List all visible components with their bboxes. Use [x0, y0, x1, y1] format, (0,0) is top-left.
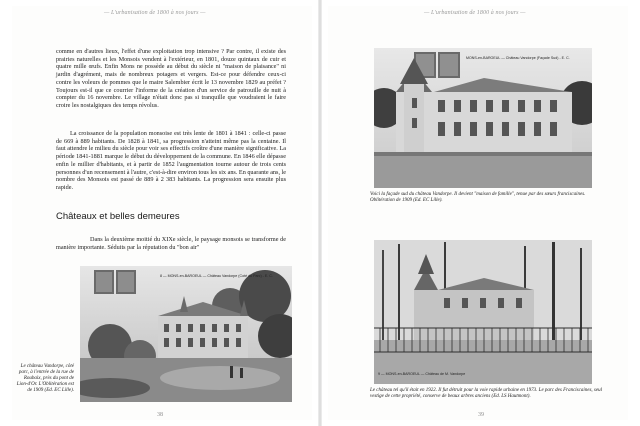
postcard-photo-chateau-south — [374, 48, 592, 188]
book-gutter — [318, 0, 322, 426]
section-heading: Châteaux et belles demeures — [56, 211, 180, 222]
paragraph: Dans la deuxième moitié du XIXe siècle, le paysage monsois se transforme de manière importante. Séduits par la réputation du "bon air" — [56, 236, 286, 251]
chateau-park-illustration — [80, 266, 292, 402]
postcard-photo-chateau-winter — [374, 240, 592, 384]
photo-caption: Le château Vandorpe, côté parc, à l'entrée de la rue de Roubaix, près du pont de Lion-d'Or. L'Oblitération est de 1909 (Ed. EC Lille). — [16, 364, 74, 393]
postcard-label: MONS-en-BAROEUL — Château Vandorpe (Façade Sud) - E. C. — [466, 56, 570, 60]
right-page — [328, 6, 628, 420]
running-head: — L'urbanisation de 1800 à nos jours — — [104, 10, 206, 16]
photo-caption: Voici la façade sud du château Vandorpe. Il devient "maison de famille", tenue par des sœurs franciscaines. Oblitération de 1909 (Ed. EC Lille). — [370, 192, 586, 203]
chateau-winter-illustration — [374, 240, 592, 384]
page-number: 39 — [478, 412, 484, 418]
left-page — [12, 6, 312, 420]
postcard-photo-chateau-park — [80, 266, 292, 402]
chateau-south-illustration — [374, 48, 592, 188]
page-number: 38 — [157, 412, 163, 418]
postcard-label: 9 — MONS-en-BAROEUL — Château de M. Vandorpe — [378, 372, 466, 376]
paragraph: La croissance de la population monsoise est très lente de 1801 à 1841 : celle-ci passe de 669 à 889 habitants. De 1828 à 1841, sa progression n'atteint même pas la centaine. Il faut attendre le milieu du siècle pour voir ses effectifs croître d'une manière significative. La période 1841-1881 marque le début du développement de la commune. En 1846 elle dépasse enfin le millier d'habitants, et à partir de 1852 l'augmentation tourne autour de trois cents personnes d'un recensement à l'autre, c'est-à-dire environ tous les six ans. En quarante ans, le nombre des Monsois est passé de 889 à 2 383 habitants. La progression sera ensuite plus rapide. — [56, 130, 286, 191]
photo-caption: Le château tel qu'il était en 1922. Il fut détruit pour la voie rapide urbaine en 1973. Le parc des Franciscaines, seul vestige de cette propriété, conserve de beaux arbres anciens (Ed. LS Hautmont). — [370, 388, 602, 399]
running-head: — L'urbanisation de 1800 à nos jours — — [424, 10, 526, 16]
paragraph: comme en d'autres lieux, l'effet d'une exploitation trop intensive ? Par contre, il existe des prairies naturelles et les Monsois vendent à l'extérieur, en 1801, douze quintaux de cuir et quatre mille œufs. Enfin Mons ne possède au début du siècle ni "maison de plaisance" ni jardin d'agrément, mais de nombreux potagers et vergers. Est-ce pour défendre ceux-ci contre les voleurs de pommes que le maire Salembier écrit le 13 novembre 1829 au préfet ? Toujours est-il que ce courrier l'informe de la création d'un service de patrouille de nuit à compter du 16 novembre. Le village n'était donc pas si tranquille que voudraient le faire croire les nostalgiques des temps révolus. — [56, 48, 286, 109]
postcard-label: 8 — MONS-en-BAROEUL — Château Vandorpe (Coté du Parc) - E. C. — [160, 274, 273, 278]
